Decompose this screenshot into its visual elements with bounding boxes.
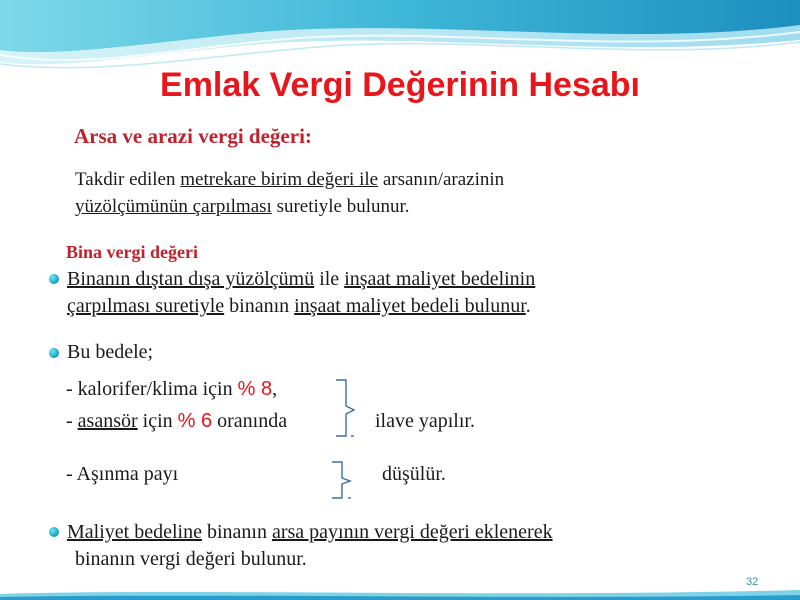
bullet-icon <box>49 274 59 284</box>
addition-result-text: ilave yapılır. <box>375 410 475 432</box>
land-tax-description: Takdir edilen metrekare birim değeri ile arsanın/arazinin yüzölçümünün çarpılması suretiyle bulunur. <box>75 169 505 217</box>
depreciation-line: - Aşınma payı <box>66 463 179 485</box>
building-tax-heading: Bina vergi değeri <box>66 242 198 262</box>
elevator-rate-line: - asansör için % 6 oranında <box>66 410 288 432</box>
bullet-icon <box>49 348 59 358</box>
right-brace-icon <box>330 460 356 502</box>
page-number: 32 <box>746 576 759 588</box>
slide-title: Emlak Vergi Değerinin Hesabı <box>160 66 640 104</box>
footer-wave-decoration <box>0 586 800 600</box>
list-item-building-area: Binanın dıştan dışa yüzölçümü ile inşaat maliyet bedelinin çarpılması suretiyle binanın inşaat maliyet bedeli bulunur. <box>53 266 773 320</box>
land-tax-heading: Arsa ve arazi vergi değeri: <box>74 124 312 148</box>
heating-rate-line: - kalorifer/klima için % 8, <box>66 378 278 400</box>
list-item-additions: Bu bedele; <box>53 339 153 366</box>
deduction-result-text: düşülür. <box>382 463 446 485</box>
bullet-icon <box>49 527 59 537</box>
list-item-final-value: Maliyet bedeline binanın arsa payının vergi değeri eklenerek binanın vergi değeri bulunur. <box>53 519 773 573</box>
right-brace-icon <box>334 378 360 442</box>
